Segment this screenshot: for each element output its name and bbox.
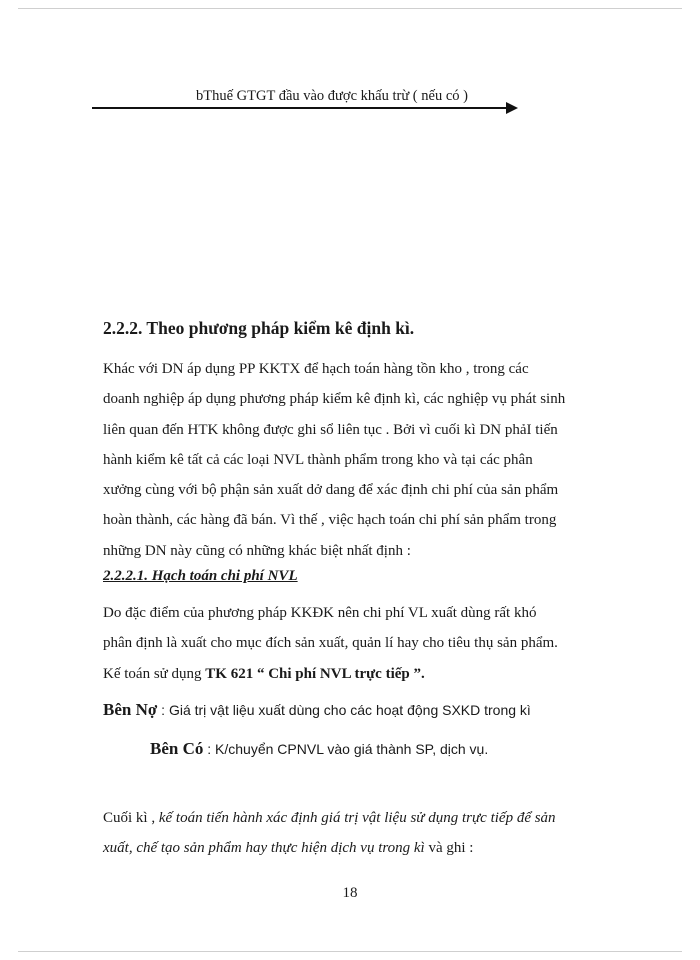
page-bottom-border [18,951,682,952]
arrow-right-icon [506,102,518,114]
intro-line: doanh nghiệp áp dụng phương pháp kiểm kê định kì, các nghiệp vụ phát sinh [103,391,566,408]
section-heading: 2.2.2. Theo phương pháp kiểm kê định kì. [103,318,415,338]
account-prefix: Kế toán sử dụng [103,665,206,682]
intro-line: những DN này cũng có những khác biệt nhất định : [103,542,411,559]
header-arrow-line [92,107,506,109]
subsection-heading: 2.2.2.1. Hạch toán chi phí NVL [103,568,298,584]
closing-italic-2: xuất, chế tạo sản phẩm hay thực hiện dịch vụ trong kì [103,840,425,857]
debit-term: Bên Nợ [103,700,158,719]
credit-entry [150,739,488,759]
intro-line: hành kiểm kê tất cả các loại NVL thành phẩm trong kho và tại các phân [103,451,533,468]
page-number: 18 [342,885,358,901]
credit-term: Bên Có [150,739,204,758]
account-line [103,659,623,689]
intro-line: Khác với DN áp dụng PP KKTX để hạch toán hàng tồn kho , trong các [103,361,529,377]
intro-line: hoàn thành, các hàng đã bán. Vì thế , việc hạch toán chi phí sản phẩm trong [103,512,557,529]
account-name: TK 621 “ Chi phí NVL trực tiếp ”. [205,665,425,682]
page-top-border [18,8,682,9]
debit-text: : Giá trị vật liệu xuất dùng cho các hoạt động SXKD trong kì [157,702,531,718]
debit-entry [103,700,531,720]
intro-line: xưởng cùng với bộ phận sản xuất dở dang để xác định chi phí của sản phẩm [103,482,559,499]
closing-italic-1: kế toán tiến hành xác định giá trị vật liệu sử dụng trực tiếp để sản [158,810,556,826]
closing-paragraph [103,803,623,864]
intro-line: liên quan đến HTK không được ghi sổ liên tục . Bởi vì cuối kì DN phảI tiến [103,421,558,438]
closing-lead: Cuối kì , [103,810,159,826]
closing-tail: và ghi : [424,840,474,857]
header-note: bThuế GTGT đầu vào được khấu trừ ( nếu có ) [196,88,468,104]
credit-text: : K/chuyển CPNVL vào giá thành SP, dịch vụ. [203,741,489,757]
subsection-line: Do đặc điểm của phương pháp KKĐK nên chi phí VL xuất dùng rất khó [103,605,537,621]
subsection-line: phân định là xuất cho mục đích sản xuất, quản lí hay cho tiêu thụ sản phẩm. [103,635,558,652]
closing-line-1 [103,803,623,833]
intro-paragraph [103,354,603,566]
subsection-paragraph [103,598,623,689]
closing-line-2 [103,833,623,863]
